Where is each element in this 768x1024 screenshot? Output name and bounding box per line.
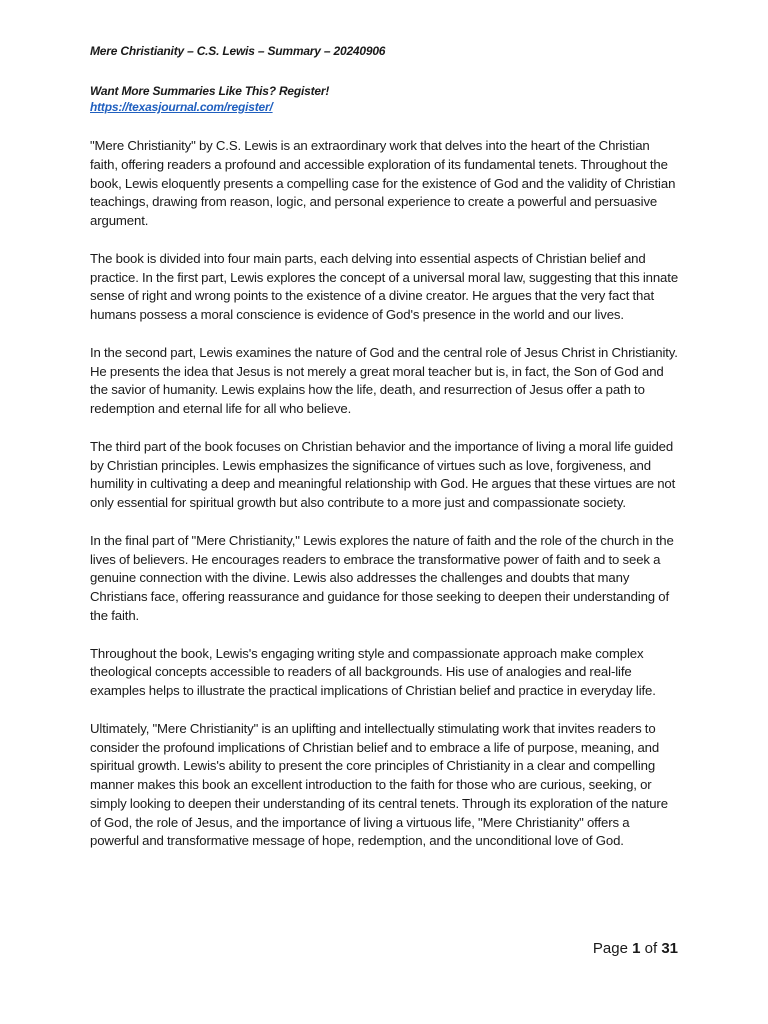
register-promo-text: Want More Summaries Like This? Register! <box>90 84 330 98</box>
paragraph-part-four: In the final part of "Mere Christianity," Lewis explores the nature of faith and the role of the church in the lives of believers. He encourages readers to embrace the transformative power of faith and to seek a genuine connection with the divine. Lewis also addresses the challenges and doubts that many Christians face, offering reassurance and guidance for those seeking to deepen their understanding of the faith. <box>90 532 674 623</box>
document-title: Mere Christianity – C.S. Lewis – Summary – 20240906 <box>90 44 386 58</box>
paragraph-part-two: In the second part, Lewis examines the nature of God and the central role of Jesus Christ in Christianity. He presents the idea that Jesus is not merely a great moral teacher but is, in fact, the Son of God and the savior of humanity. Lewis explains how the life, death, and resurrection of Jesus offer a path to redemption and eternal life for all who believe. <box>90 344 678 417</box>
paragraph-part-three: The third part of the book focuses on Christian behavior and the importance of living a moral life guided by Christian principles. Lewis emphasizes the significance of virtues such as love, forgiveness, and humility in cultivating a deep and meaningful relationship with God. He argues that these virtues are not only essential for spiritual growth but also contribute to a more just and compassionate society. <box>90 438 676 511</box>
paragraph-part-one: The book is divided into four main parts, each delving into essential aspects of Christian belief and practice. In the first part, Lewis explores the concept of a universal moral law, suggesting that this innate sense of right and wrong points to the existence of a divine creator. He argues that the very fact that humans possess a moral conscience is evidence of God's presence in the world and our lives. <box>90 250 679 323</box>
paragraph-conclusion: Ultimately, "Mere Christianity" is an uplifting and intellectually stimulating work that invites readers to consider the profound implications of Christian belief and to embrace a life of purpose, meaning, and spiritual growth. Lewis's ability to present the core principles of Christianity in a clear and compelling manner makes this book an excellent introduction to the faith for those who are curious, seeking, or simply looking to deepen their understanding of its central tenets. Through its exploration of the nature of God, the role of Jesus, and the importance of living a virtuous life, "Mere Christianity" offers a powerful and transformative message of hope, redemption, and the unconditional love of God. <box>90 720 668 849</box>
page-of: of <box>644 940 658 957</box>
page-total: 31 <box>661 940 678 957</box>
paragraph-style: Throughout the book, Lewis's engaging writing style and compassionate approach make complex theological concepts accessible to readers of all backgrounds. His use of analogies and real-life examples helps to illustrate the practical implications of Christian belief and practice in everyday life. <box>90 645 656 699</box>
page-current: 1 <box>632 940 641 957</box>
page-label: Page <box>592 940 628 957</box>
page-number <box>593 940 678 957</box>
register-link[interactable]: https://texasjournal.com/register/ <box>90 100 273 114</box>
summary-body <box>90 137 680 870</box>
paragraph-intro: "Mere Christianity" by C.S. Lewis is an extraordinary work that delves into the heart of the Christian faith, offering readers a profound and accessible exploration of its fundamental tenets. Throughout the book, Lewis eloquently presents a compelling case for the existence of God and the validity of Christian teachings, drawing from reason, logic, and personal experience to create a powerful and persuasive argument. <box>90 138 676 229</box>
